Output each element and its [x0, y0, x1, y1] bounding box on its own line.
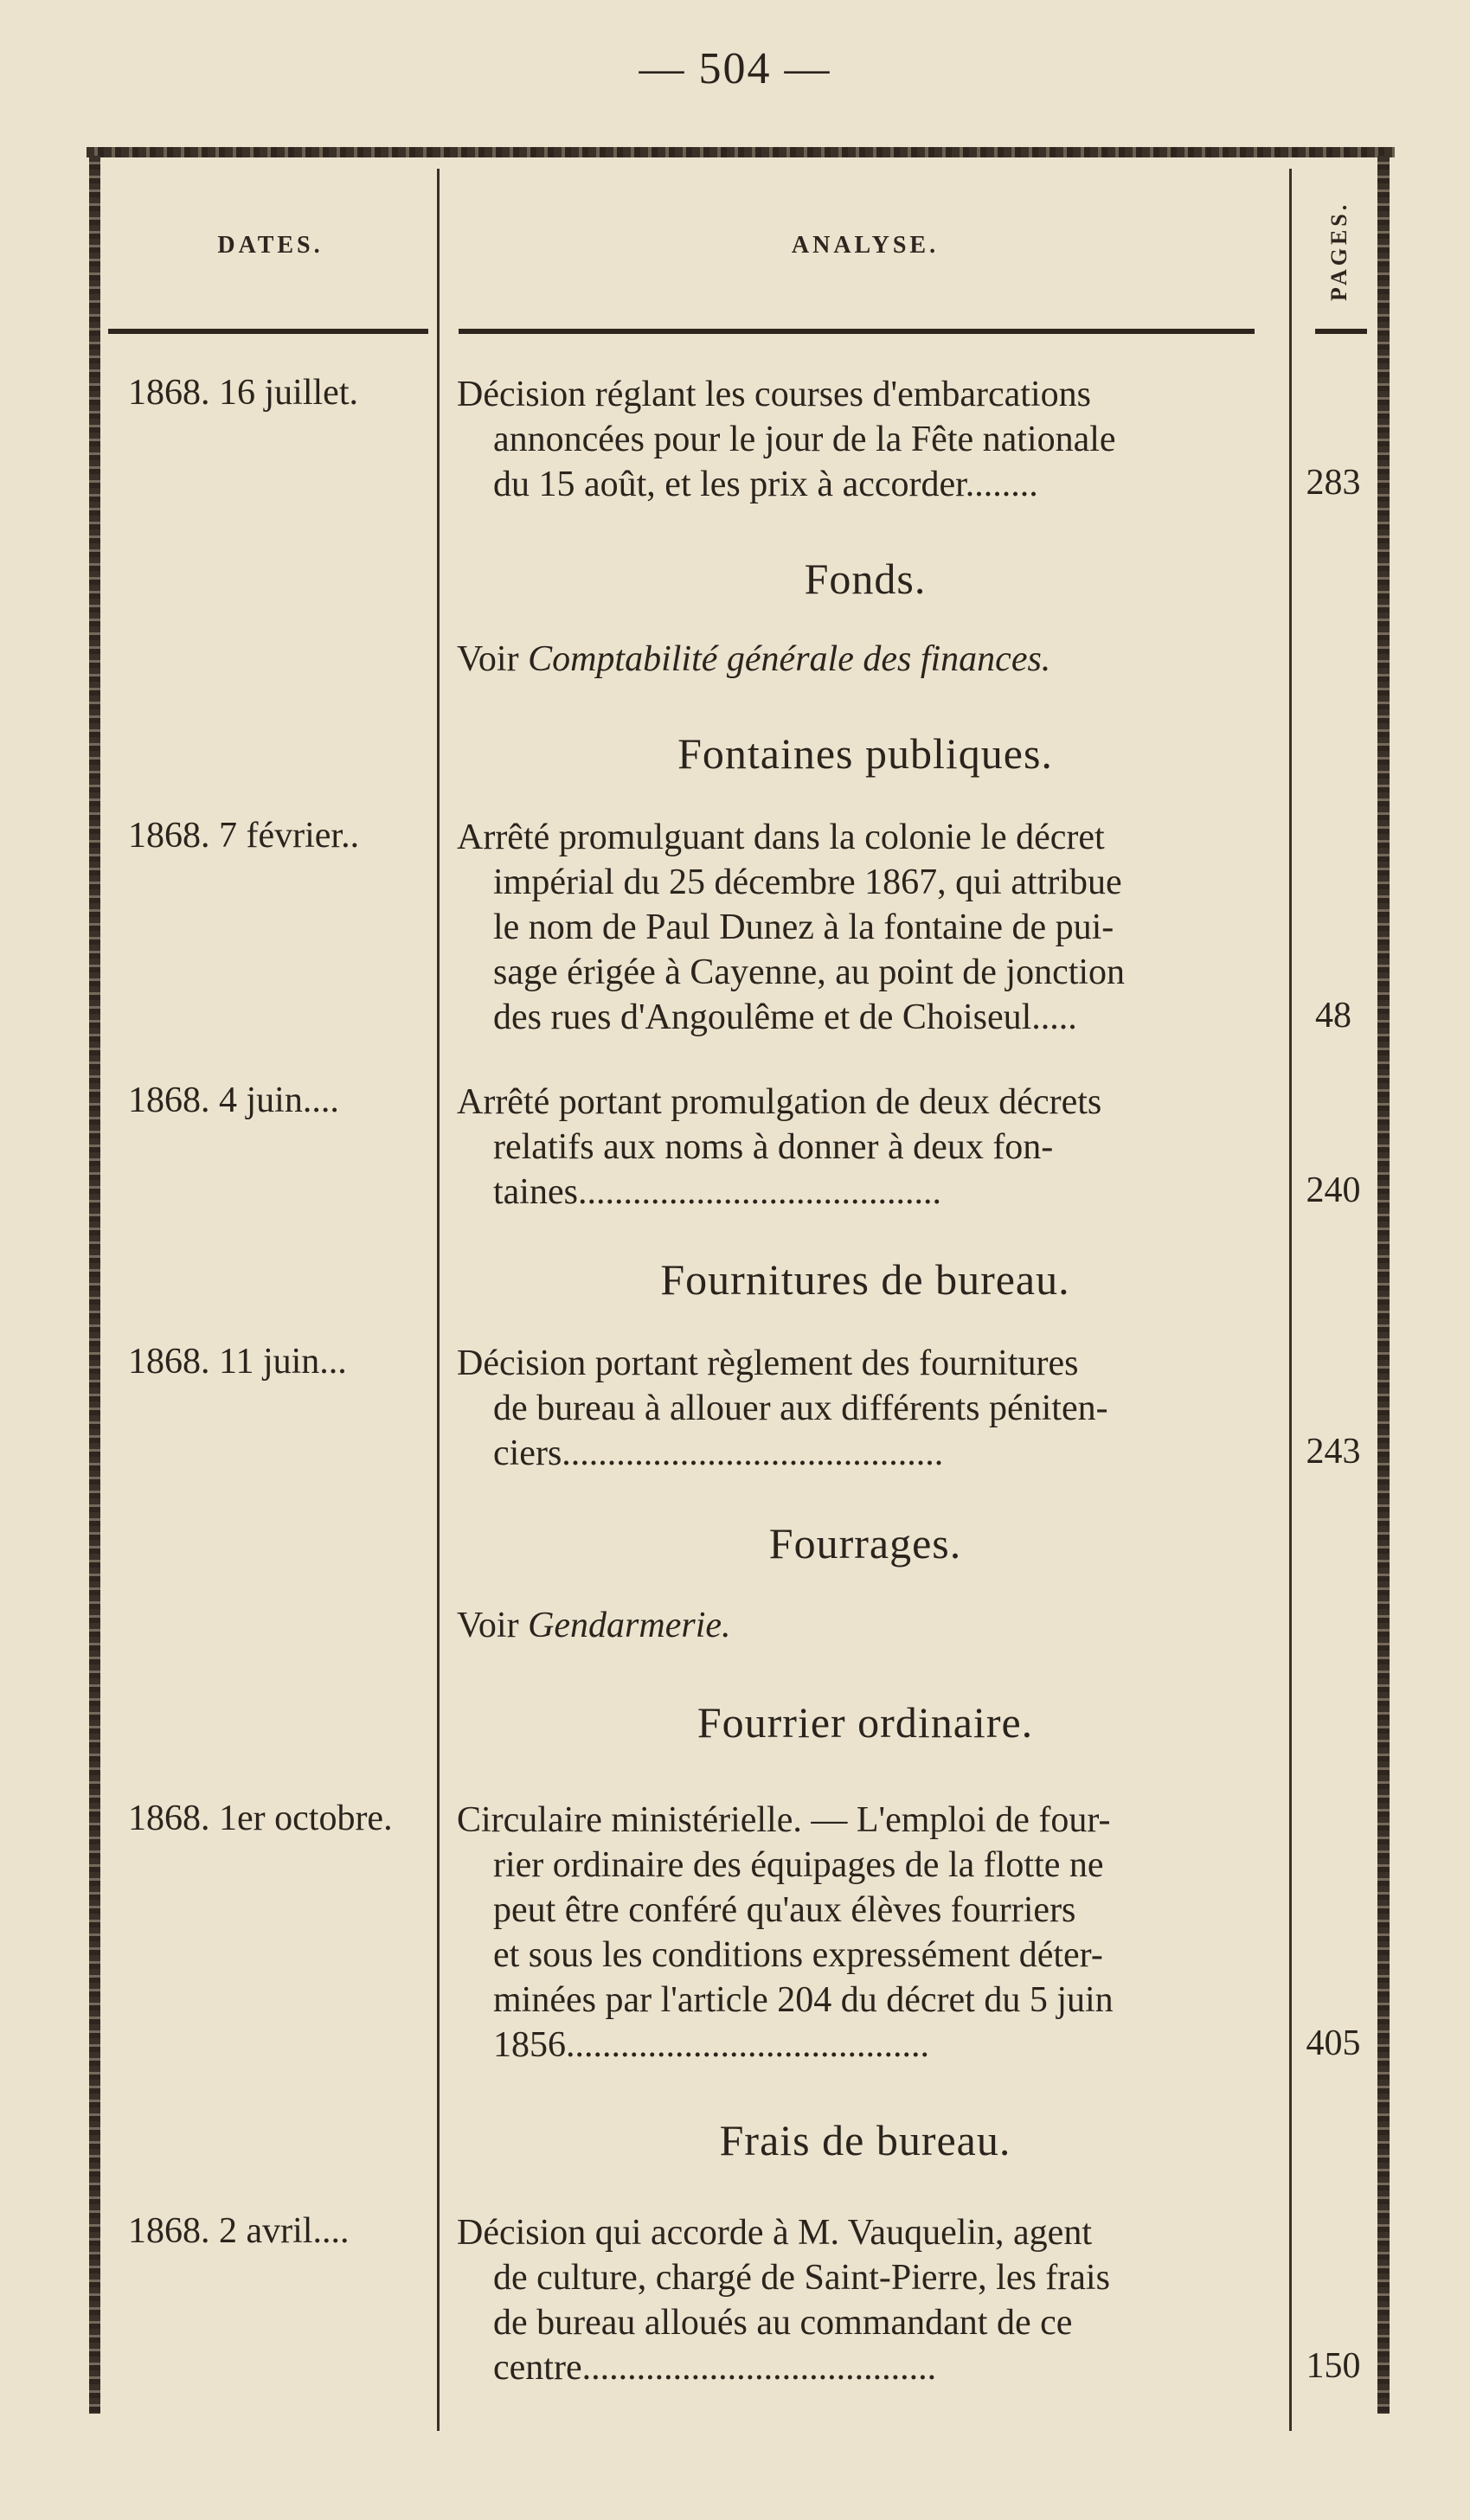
analysis-line: sage érigée à Cayenne, au point de jonction	[493, 952, 1126, 992]
table-frame-top	[87, 147, 1395, 157]
analysis-line: centre.......................................	[493, 2348, 937, 2388]
analysis-line: des rues d'Angoulême et de Choiseul.....	[493, 997, 1077, 1037]
entry-date: 1868. 1er octobre.	[128, 1799, 393, 1838]
entry-analysis	[457, 1798, 1287, 2068]
see-reference-fonds	[457, 638, 1287, 680]
entry-date: 1868. 7 février..	[128, 816, 360, 856]
analysis-line: rier ordinaire des équipages de la flotte ne	[493, 1845, 1104, 1885]
entry-page: 150	[1306, 2346, 1361, 2386]
column-divider-pages	[1289, 169, 1292, 2431]
section-title-fourrages: Fourrages.	[768, 1519, 962, 1568]
header-pages: PAGES.	[1326, 201, 1351, 301]
entry-analysis	[457, 815, 1287, 1040]
entry-date: 1868. 16 juillet.	[128, 373, 358, 413]
analysis-line: de culture, chargé de Saint-Pierre, les frais	[493, 2258, 1110, 2298]
see-target: Comptabilité générale des finances.	[528, 639, 1051, 679]
entry-page: 48	[1315, 996, 1351, 1036]
entry-analysis	[457, 1080, 1287, 1215]
analysis-line: minées par l'article 204 du décret du 5 juin	[493, 1980, 1114, 2020]
analysis-line: taines........................................	[493, 1172, 941, 1212]
section-title-fontaines: Fontaines publiques.	[677, 729, 1053, 778]
entry-page: 405	[1306, 2023, 1361, 2063]
table-frame-left	[89, 156, 100, 2414]
header-analyse: ANALYSE.	[791, 232, 940, 259]
entry-analysis	[457, 372, 1287, 507]
see-reference-fourrages	[457, 1605, 1287, 1646]
analysis-line: annoncées pour le jour de la Fête nationale	[493, 420, 1116, 459]
entry-page: 243	[1306, 1432, 1361, 1472]
column-divider-dates	[437, 169, 440, 2431]
analysis-line: et sous les conditions expressément déter-	[493, 1935, 1103, 1975]
see-label: Voir	[457, 639, 519, 679]
see-target: Gendarmerie.	[528, 1606, 731, 1645]
analysis-line: Arrêté promulguant dans la colonie le décret	[457, 818, 1105, 857]
analysis-line: Arrêté portant promulgation de deux décrets	[457, 1082, 1102, 1122]
section-title-fourrier: Fourrier ordinaire.	[696, 1698, 1034, 1747]
analysis-line: impérial du 25 décembre 1867, qui attribue	[493, 862, 1122, 902]
analysis-line: Décision réglant les courses d'embarcations	[457, 375, 1091, 414]
analysis-line: 1856........................................	[493, 2025, 929, 2065]
analysis-line: Décision qui accorde à M. Vauquelin, agent	[457, 2213, 1092, 2253]
entry-date: 1868. 4 juin....	[128, 1080, 339, 1120]
analysis-line: du 15 août, et les prix à accorder........	[493, 465, 1038, 504]
entry-page: 240	[1306, 1170, 1361, 1210]
entry-page: 283	[1306, 463, 1361, 503]
section-title-fournitures: Fournitures de bureau.	[660, 1255, 1070, 1304]
entry-analysis	[457, 2210, 1287, 2390]
header-rule-pages	[1315, 329, 1367, 334]
analysis-line: Circulaire ministérielle. — L'emploi de four-	[457, 1800, 1111, 1840]
analysis-line: peut être conféré qu'aux élèves fourriers	[493, 1890, 1076, 1930]
see-label: Voir	[457, 1606, 519, 1645]
header-dates: DATES.	[217, 232, 324, 259]
entry-date: 1868. 2 avril....	[128, 2211, 350, 2251]
entry-analysis	[457, 1341, 1287, 1476]
header-rule-dates	[108, 329, 428, 334]
page-number: — 504 —	[639, 44, 831, 93]
header-rule-analyse	[459, 329, 1255, 334]
section-title-fonds: Fonds.	[804, 555, 927, 603]
entry-date: 1868. 11 juin...	[128, 1342, 347, 1382]
analysis-line: de bureau à allouer aux différents péniten-	[493, 1388, 1108, 1428]
analysis-line: Décision portant règlement des fournitures	[457, 1343, 1079, 1383]
analysis-line: le nom de Paul Dunez à la fontaine de pui-	[493, 907, 1114, 947]
table-frame-right	[1377, 156, 1390, 2414]
analysis-line: ciers..........................................	[493, 1433, 944, 1473]
analysis-line: de bureau alloués au commandant de ce	[493, 2303, 1073, 2343]
section-title-frais: Frais de bureau.	[719, 2116, 1011, 2164]
analysis-line: relatifs aux noms à donner à deux fon-	[493, 1127, 1054, 1167]
